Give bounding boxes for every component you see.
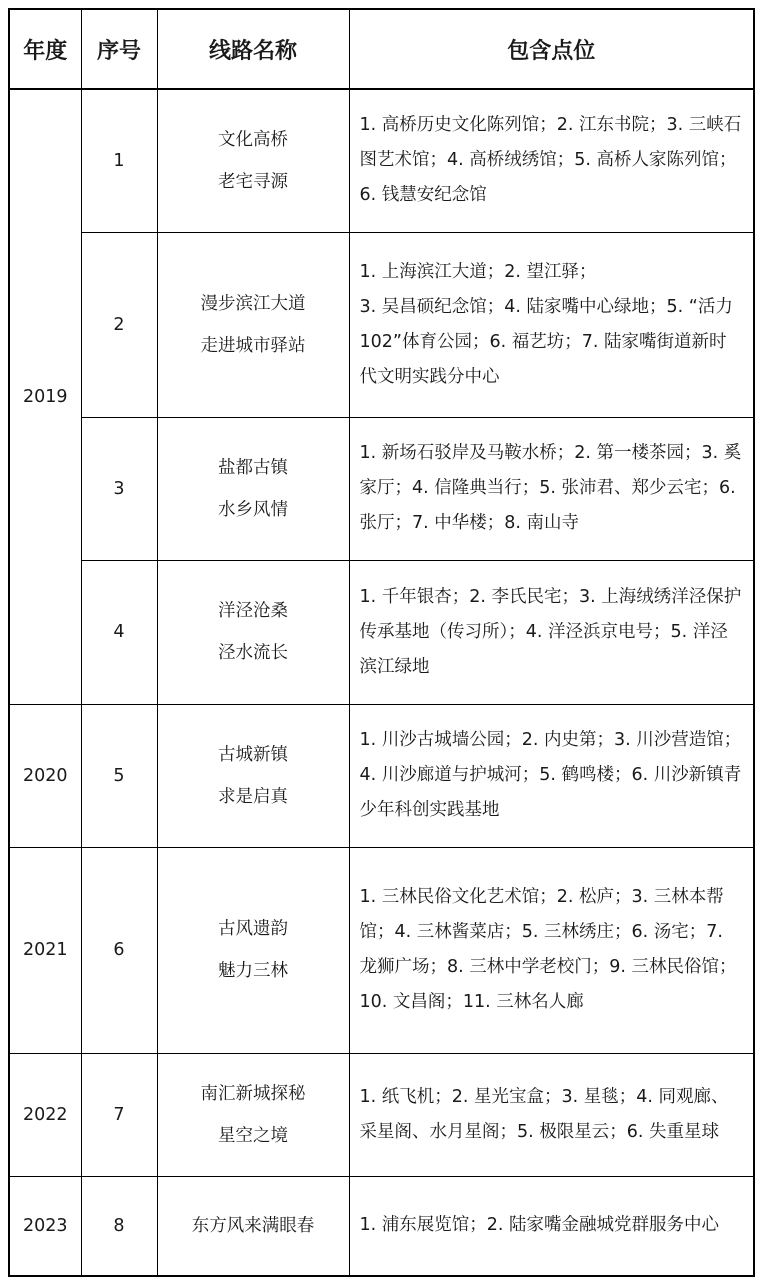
route-number: 7	[81, 1053, 157, 1176]
points-text: 1. 浦东展览馆；2. 陆家嘴金融城党群服务中心	[359, 1215, 720, 1236]
route-number: 8	[81, 1176, 157, 1276]
route-name	[157, 704, 349, 847]
header-num: 序号	[81, 9, 157, 89]
route-name-line: 盐都古镇	[218, 457, 288, 478]
route-name	[157, 847, 349, 1053]
route-points	[349, 847, 754, 1053]
year-cell: 2020	[9, 704, 81, 847]
year-cell: 2023	[9, 1176, 81, 1276]
route-name-line: 泾水流长	[218, 643, 288, 663]
route-points	[349, 560, 754, 704]
table-row	[9, 560, 754, 704]
table-row	[9, 417, 754, 560]
points-text: 1. 上海滨江大道；2. 望江驿；	[359, 261, 597, 282]
points-text: 1. 新场石驳岸及马鞍水桥；2. 第一楼茶园；3. 奚家厅；4. 信隆典当行；5. 张沛君、郑少云宅；6. 张厅；7. 中华楼；8. 南山寺	[359, 443, 742, 533]
header-route-name: 线路名称	[157, 9, 349, 89]
route-points	[349, 417, 754, 560]
table-row	[9, 89, 754, 232]
route-name-line: 老宅寻源	[218, 171, 288, 192]
points-text: 3. 吴昌硕纪念馆；4. 陆家嘴中心绿地；5. “活力 102”体育公园；6. 福艺坊；7. 陆家嘴街道新时代文明实践分中心	[359, 296, 733, 387]
table-row	[9, 847, 754, 1053]
route-name-line: 古风遗韵	[218, 919, 288, 939]
route-name-line: 文化高桥	[218, 129, 288, 150]
route-name-line: 古城新镇	[218, 744, 288, 765]
year-cell: 2019	[9, 89, 81, 704]
year-cell: 2021	[9, 847, 81, 1053]
route-number: 1	[81, 89, 157, 232]
route-points	[349, 1053, 754, 1176]
route-name-line: 漫步滨江大道	[200, 293, 306, 314]
route-number: 4	[81, 560, 157, 704]
table-row	[9, 704, 754, 847]
points-text: 1. 纸飞机；2. 星光宝盒；3. 星毯；4. 同观廊、采星阁、水月星阁；5. 极限星云；6. 失重星球	[359, 1086, 729, 1142]
routes-table	[8, 8, 755, 1277]
route-name-line: 魅力三林	[218, 961, 288, 981]
route-name-line: 南汇新城探秘	[200, 1083, 306, 1104]
route-number: 6	[81, 847, 157, 1053]
points-text: 1. 千年银杏；2. 李氏民宅；3. 上海绒绣洋泾保护传承基地（传习所）；4. 洋泾浜京电号；5. 洋泾滨江绿地	[359, 586, 742, 677]
year-cell: 2022	[9, 1053, 81, 1176]
table-row	[9, 232, 754, 417]
table-row	[9, 1176, 754, 1276]
route-points	[349, 89, 754, 232]
route-name	[157, 1176, 349, 1276]
header-year: 年度	[9, 9, 81, 89]
route-points	[349, 232, 754, 417]
points-text: 1. 三林民俗文化艺术馆；2. 松庐；3. 三林本帮馆；4. 三林酱菜店；5. 三林绣庄；6. 汤宅；7. 龙狮广场；8. 三林中学老校门；9. 三林民俗馆；10. 文昌阁；11. 三林名人廊	[359, 887, 737, 1012]
route-points	[349, 704, 754, 847]
route-name-line: 星空之境	[218, 1125, 288, 1146]
route-number: 3	[81, 417, 157, 560]
route-name-line: 走进城市驿站	[200, 335, 306, 356]
route-name	[157, 560, 349, 704]
route-number: 5	[81, 704, 157, 847]
route-points	[349, 1176, 754, 1276]
route-name	[157, 89, 349, 232]
table-row	[9, 1053, 754, 1176]
route-name-line: 水乡风情	[218, 499, 288, 520]
route-name-line: 洋泾沧桑	[218, 601, 288, 621]
route-name-line: 东方风来满眼春	[191, 1215, 315, 1236]
route-name-line: 求是启真	[218, 786, 288, 807]
route-name	[157, 232, 349, 417]
route-number: 2	[81, 232, 157, 417]
points-text: 1. 高桥历史文化陈列馆；2. 江东书院；3. 三峡石图艺术馆；4. 高桥绒绣馆；5. 高桥人家陈列馆；6. 钱慧安纪念馆	[359, 115, 742, 206]
header-points: 包含点位	[349, 9, 754, 89]
points-text: 1. 川沙古城墙公园；2. 内史第；3. 川沙营造馆；4. 川沙廊道与护城河；5. 鹤鸣楼；6. 川沙新镇青少年科创实践基地	[359, 730, 742, 820]
route-name	[157, 1053, 349, 1176]
route-name	[157, 417, 349, 560]
header-row	[9, 9, 754, 89]
